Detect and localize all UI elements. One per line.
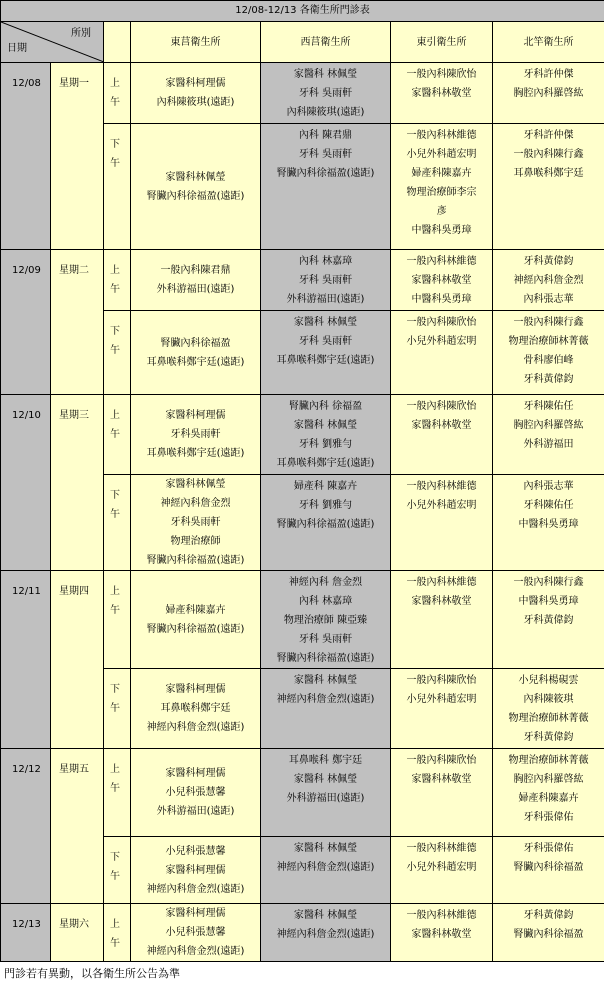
half-day-cell: [104, 571, 131, 669]
schedule-cell: [131, 669, 261, 749]
doctor-entry: 小兒科張慧馨: [131, 842, 260, 861]
doctor-entry: 牙科黃偉鈞: [493, 728, 604, 747]
doctor-entry: 內科陳筱琪(遠距): [261, 103, 390, 122]
schedule-cell: [493, 475, 604, 571]
schedule-cell: [493, 63, 604, 124]
schedule-cell: [391, 311, 493, 395]
doctor-entry: 骨科廖伯峰: [493, 351, 604, 370]
doctor-entry: 婦產科陳嘉卉: [131, 601, 260, 620]
doctor-entry: 耳鼻喉科 鄭宇廷: [261, 751, 390, 770]
half-day-cell: [104, 904, 131, 962]
doctor-entry: 小兒外科趙宏明: [391, 858, 492, 877]
half-day-char: 下: [110, 680, 130, 699]
half-day-cell: [104, 475, 131, 571]
doctor-entry: 腎臟內科徐福盈(遠距): [261, 649, 390, 668]
doctor-entry: 婦產科陳嘉卉: [391, 164, 492, 183]
half-day-char: 下: [110, 322, 130, 341]
half-day-char: 上: [110, 760, 130, 779]
doctor-entry: 牙科 吳雨軒: [261, 84, 390, 103]
doctor-entry: 家醫科柯理儒: [131, 764, 260, 783]
doctor-entry: 牙科黃偉鈞: [493, 370, 604, 389]
schedule-cell: [131, 311, 261, 395]
doctor-entry: 神經內科詹金烈(遠距): [131, 942, 260, 961]
doctor-entry: 腎臟內科 徐福盈: [261, 397, 390, 416]
doctor-entry: 一般內科陳行鑫: [493, 573, 604, 592]
doctor-entry: 腎臟內科徐福盈(遠距): [261, 164, 390, 183]
header-clinic-dongju: 東莒衛生所: [131, 22, 261, 63]
doctor-entry: 牙科 吳雨軒: [261, 332, 390, 351]
doctor-entry: 家醫科 林佩瑩: [261, 416, 390, 435]
half-day-cell: [104, 669, 131, 749]
doctor-entry: 牙科 吳雨軒: [261, 630, 390, 649]
schedule-cell: [391, 475, 493, 571]
schedule-cell: [131, 250, 261, 311]
schedule-cell: [131, 571, 261, 669]
session-row: [1, 571, 604, 669]
doctor-entry: 物理治療師 陳亞臻: [261, 611, 390, 630]
doctor-entry: 外科游福田(遠距): [131, 802, 260, 821]
doctor-entry: 牙科黃偉鈞: [493, 611, 604, 630]
doctor-entry: 家醫科林敬堂: [391, 271, 492, 290]
schedule-cell: [131, 904, 261, 962]
doctor-entry: 神經內科詹金烈: [493, 271, 604, 290]
half-day-cell: [104, 395, 131, 475]
doctor-entry: 一般內科陳欣怡: [391, 397, 492, 416]
session-row: [1, 749, 604, 837]
doctor-entry: 物理治療師林菁薇: [493, 751, 604, 770]
header-corner: [1, 22, 104, 63]
schedule-cell: [261, 395, 391, 475]
schedule-cell: [493, 124, 604, 250]
schedule-cell: [131, 395, 261, 475]
doctor-entry: 神經內科詹金烈(遠距): [131, 718, 260, 737]
schedule-cell: [493, 904, 604, 962]
doctor-entry: 外科游福田(遠距): [131, 280, 260, 299]
doctor-entry: 腎臟內科徐福盈(遠距): [131, 551, 260, 570]
doctor-entry: 耳鼻喉科鄭宇廷(遠距): [261, 454, 390, 473]
doctor-entry: 婦產科 陳嘉卉: [261, 477, 390, 496]
doctor-entry: 神經內科詹金烈: [131, 494, 260, 513]
doctor-entry: 小兒科張慧馨: [131, 923, 260, 942]
doctor-entry: 家醫科 林佩瑩: [261, 906, 390, 925]
doctor-entry: 家醫科林敬堂: [391, 592, 492, 611]
doctor-entry: 中醫科吳勇璋: [493, 515, 604, 534]
doctor-entry: 家醫科 林佩瑩: [261, 65, 390, 84]
weekday-cell: 星期五: [51, 749, 104, 904]
doctor-entry: 外科游福田(遠距): [261, 789, 390, 808]
doctor-entry: 牙科張偉佑: [493, 839, 604, 858]
doctor-entry: 一般內科林維德: [391, 126, 492, 145]
doctor-entry: 一般內科林維德: [391, 477, 492, 496]
schedule-cell: [261, 124, 391, 250]
doctor-entry: 耳鼻喉科鄭宇廷: [493, 164, 604, 183]
half-day-char: 午: [110, 154, 130, 173]
schedule-title: 12/08-12/13 各衛生所門診表: [1, 1, 604, 22]
doctor-entry: 內科陳筱琪: [493, 690, 604, 709]
half-day-char: 午: [110, 601, 130, 620]
doctor-entry: 家醫科 林佩瑩: [261, 671, 390, 690]
doctor-entry: 牙科吳雨軒: [131, 513, 260, 532]
schedule-cell: [493, 250, 604, 311]
doctor-entry: 家醫科柯理儒: [131, 904, 260, 923]
doctor-entry: 家醫科林佩瑩: [131, 475, 260, 494]
weekday-cell: 星期一: [51, 63, 104, 250]
date-cell: 12/12: [1, 749, 51, 904]
doctor-entry: 神經內科詹金烈(遠距): [261, 858, 390, 877]
weekday-cell: 星期二: [51, 250, 104, 395]
half-day-char: 上: [110, 74, 130, 93]
doctor-entry: 腎臟內科徐福盈: [493, 858, 604, 877]
half-day-char: 下: [110, 486, 130, 505]
half-day-char: 午: [110, 425, 130, 444]
schedule-cell: [131, 837, 261, 904]
doctor-entry: 牙科黃偉鈞: [493, 906, 604, 925]
half-day-char: 上: [110, 406, 130, 425]
half-day-char: 上: [110, 261, 130, 280]
doctor-entry: 牙科許仲傑: [493, 126, 604, 145]
doctor-entry: 物理治療師李宗: [391, 183, 492, 202]
doctor-entry: 小兒外科趙宏明: [391, 145, 492, 164]
schedule-cell: [261, 669, 391, 749]
doctor-entry: 一般內科林維德: [391, 573, 492, 592]
doctor-entry: 耳鼻喉科鄭宇廷: [131, 699, 260, 718]
schedule-cell: [493, 395, 604, 475]
doctor-entry: 一般內科林維德: [391, 839, 492, 858]
doctor-entry: 胸腔內科羅啓紘: [493, 416, 604, 435]
half-day-cell: [104, 749, 131, 837]
doctor-entry: 牙科吳雨軒: [131, 425, 260, 444]
schedule-cell: [261, 250, 391, 311]
schedule-cell: [261, 475, 391, 571]
session-row: [1, 395, 604, 475]
doctor-entry: 一般內科陳欣怡: [391, 313, 492, 332]
session-row: [1, 904, 604, 962]
schedule-cell: [261, 63, 391, 124]
schedule-cell: [131, 124, 261, 250]
schedule-cell: [493, 311, 604, 395]
schedule-cell: [261, 311, 391, 395]
doctor-entry: 神經內科詹金烈(遠距): [261, 690, 390, 709]
doctor-entry: 牙科張偉佑: [493, 808, 604, 827]
half-day-cell: [104, 63, 131, 124]
schedule-cell: [131, 749, 261, 837]
doctor-entry: 小兒科張慧馨: [131, 783, 260, 802]
doctor-entry: 彥: [391, 202, 492, 221]
date-cell: 12/11: [1, 571, 51, 749]
doctor-entry: 中醫科吳勇璋: [493, 592, 604, 611]
doctor-entry: 家醫科林敬堂: [391, 770, 492, 789]
schedule-cell: [493, 749, 604, 837]
half-day-char: 上: [110, 915, 130, 934]
header-half-blank: [104, 22, 131, 63]
doctor-entry: 內科 林嘉璋: [261, 252, 390, 271]
doctor-entry: 家醫科林敬堂: [391, 925, 492, 944]
doctor-entry: 一般內科陳行鑫: [493, 313, 604, 332]
doctor-entry: 家醫科林佩瑩: [131, 168, 260, 187]
schedule-cell: [131, 63, 261, 124]
half-day-char: 下: [110, 848, 130, 867]
doctor-entry: 腎臟內科徐福盈: [493, 925, 604, 944]
half-day-char: 午: [110, 867, 130, 886]
weekday-cell: 星期四: [51, 571, 104, 749]
schedule-cell: [391, 63, 493, 124]
doctor-entry: 家醫科柯理儒: [131, 861, 260, 880]
schedule-cell: [391, 395, 493, 475]
doctor-entry: 牙科陳佑任: [493, 397, 604, 416]
date-axis-label: 日期: [7, 39, 27, 58]
doctor-entry: 內科陳筱琪(遠距): [131, 93, 260, 112]
schedule-cell: [131, 475, 261, 571]
doctor-entry: 牙科 吳雨軒: [261, 145, 390, 164]
doctor-entry: 牙科許仲傑: [493, 65, 604, 84]
doctor-entry: 牙科黃偉鈞: [493, 252, 604, 271]
doctor-entry: 耳鼻喉科鄭宇廷(遠距): [131, 444, 260, 463]
doctor-entry: 外科游福田(遠距): [261, 290, 390, 309]
schedule-cell: [391, 837, 493, 904]
doctor-entry: 神經內科 詹金烈: [261, 573, 390, 592]
doctor-entry: 家醫科柯理儒: [131, 680, 260, 699]
half-day-char: 午: [110, 699, 130, 718]
header-clinic-beigan: 北竿衛生所: [493, 22, 604, 63]
doctor-entry: 內科 林嘉璋: [261, 592, 390, 611]
doctor-entry: 中醫科吳勇璋: [391, 290, 492, 309]
half-day-char: 上: [110, 582, 130, 601]
doctor-entry: 牙科 劉雅勻: [261, 496, 390, 515]
half-day-cell: [104, 837, 131, 904]
doctor-entry: 內科 陳君鼎: [261, 126, 390, 145]
doctor-entry: 腎臟內科徐福盈(遠距): [131, 187, 260, 206]
half-day-cell: [104, 250, 131, 311]
schedule-cell: [391, 250, 493, 311]
schedule-cell: [493, 669, 604, 749]
doctor-entry: 物理治療師林菁薇: [493, 332, 604, 351]
half-day-char: 午: [110, 93, 130, 112]
doctor-entry: 胸腔內科羅啓紘: [493, 84, 604, 103]
header-clinic-dongyin: 東引衛生所: [391, 22, 493, 63]
doctor-entry: 耳鼻喉科鄭宇廷(遠距): [261, 351, 390, 370]
doctor-entry: 內科張志華: [493, 477, 604, 496]
doctor-entry: 腎臟內科徐福盈: [131, 334, 260, 353]
doctor-entry: 外科游福田: [493, 435, 604, 454]
schedule-cell: [391, 124, 493, 250]
doctor-entry: 牙科 劉雅勻: [261, 435, 390, 454]
doctor-entry: 物理治療師林菁薇: [493, 709, 604, 728]
weekday-cell: 星期六: [51, 904, 104, 962]
doctor-entry: 一般內科陳欣怡: [391, 671, 492, 690]
clinic-axis-label: 所別: [71, 24, 91, 43]
doctor-entry: 物理治療師: [131, 532, 260, 551]
doctor-entry: 一般內科陳行鑫: [493, 145, 604, 164]
doctor-entry: 小兒外科趙宏明: [391, 690, 492, 709]
doctor-entry: 耳鼻喉科鄭宇廷(遠距): [131, 353, 260, 372]
half-day-char: 午: [110, 934, 130, 953]
doctor-entry: 家醫科柯理儒: [131, 74, 260, 93]
header-clinic-xiju: 西莒衛生所: [261, 22, 391, 63]
date-cell: 12/08: [1, 63, 51, 250]
date-cell: 12/10: [1, 395, 51, 571]
session-row: [1, 250, 604, 311]
doctor-entry: 家醫科林敬堂: [391, 84, 492, 103]
doctor-entry: 家醫科 林佩瑩: [261, 839, 390, 858]
doctor-entry: 中醫科吳勇璋: [391, 221, 492, 240]
half-day-char: 午: [110, 280, 130, 299]
half-day-char: 午: [110, 779, 130, 798]
doctor-entry: 神經內科詹金烈(遠距): [261, 925, 390, 944]
doctor-entry: 神經內科詹金烈(遠距): [131, 880, 260, 899]
doctor-entry: 腎臟內科徐福盈(遠距): [261, 515, 390, 534]
session-row: [1, 63, 604, 124]
schedule-cell: [391, 571, 493, 669]
doctor-entry: 內科張志華: [493, 290, 604, 309]
doctor-entry: 牙科 吳雨軒: [261, 271, 390, 290]
doctor-entry: 家醫科 林佩瑩: [261, 313, 390, 332]
schedule-cell: [493, 571, 604, 669]
doctor-entry: 小兒外科趙宏明: [391, 496, 492, 515]
schedule-cell: [391, 904, 493, 962]
schedule-cell: [261, 571, 391, 669]
doctor-entry: 胸腔內科羅啓紘: [493, 770, 604, 789]
doctor-entry: 一般內科林維德: [391, 252, 492, 271]
date-cell: 12/13: [1, 904, 51, 962]
date-cell: 12/09: [1, 250, 51, 395]
half-day-cell: [104, 311, 131, 395]
schedule-cell: [261, 837, 391, 904]
schedule-cell: [493, 837, 604, 904]
doctor-entry: 牙科陳佑任: [493, 496, 604, 515]
doctor-entry: 小兒科楊硯雲: [493, 671, 604, 690]
doctor-entry: 腎臟內科徐福盈(遠距): [131, 620, 260, 639]
doctor-entry: 一般內科陳君鼎: [131, 261, 260, 280]
doctor-entry: 家醫科柯理儒: [131, 406, 260, 425]
schedule-cell: [391, 749, 493, 837]
weekday-cell: 星期三: [51, 395, 104, 571]
footnote: 門診若有異動，以各衛生所公告為準: [0, 962, 604, 983]
half-day-char: 午: [110, 341, 130, 360]
doctor-entry: 小兒外科趙宏明: [391, 332, 492, 351]
doctor-entry: 一般內科陳欣怡: [391, 65, 492, 84]
doctor-entry: 家醫科林敬堂: [391, 416, 492, 435]
doctor-entry: 一般內科林維德: [391, 906, 492, 925]
doctor-entry: 一般內科陳欣怡: [391, 751, 492, 770]
half-day-char: 下: [110, 135, 130, 154]
schedule-cell: [261, 904, 391, 962]
half-day-char: 午: [110, 505, 130, 524]
schedule-cell: [391, 669, 493, 749]
schedule-cell: [261, 749, 391, 837]
doctor-entry: 婦產科陳嘉卉: [493, 789, 604, 808]
doctor-entry: 家醫科 林佩瑩: [261, 770, 390, 789]
half-day-cell: [104, 124, 131, 250]
